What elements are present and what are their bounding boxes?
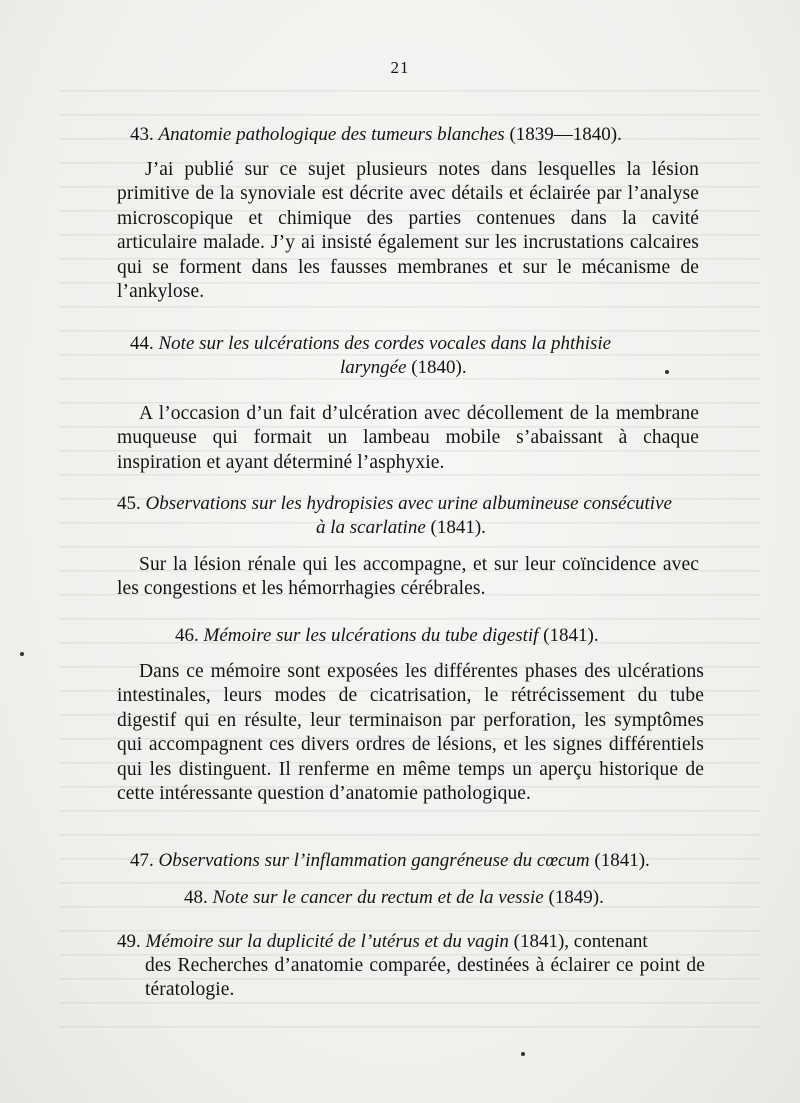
entry-number: 48. — [184, 887, 208, 908]
entry-44-title-line2 — [340, 356, 467, 380]
entry-number: 47. — [130, 850, 154, 871]
entry-49-body: des Recherches d’anatomie comparée, destinées à éclairer ce point de tératologie. — [145, 955, 705, 1001]
entry-title-text: Note sur le cancer du rectum et de la vessie — [212, 887, 544, 908]
entry-title-text: Mémoire sur la duplicité de l’utérus et du vagin — [145, 931, 509, 952]
entry-title-text: laryngée — [340, 357, 407, 378]
entry-number: 45. — [117, 493, 141, 514]
entry-44-title-line1 — [130, 332, 611, 356]
entry-47-title — [130, 849, 650, 873]
entry-49-title — [117, 930, 648, 954]
entry-date: (1849). — [548, 887, 604, 908]
entry-date: (1841). — [430, 517, 486, 538]
entry-title-text: Observations sur l’inflammation gangréneuse du cœcum — [158, 850, 590, 871]
entry-title-text: Anatomie pathologique des tumeurs blanches — [158, 124, 505, 145]
entry-43-title — [130, 123, 622, 147]
entry-number: 43. — [130, 124, 154, 145]
entry-46-body: Dans ce mémoire sont exposées les différentes phases des ulcérations intestinales, leurs modes de cicatrisation, le rétrécissement du tube digestif qui en résulte, leur terminaison par perforation, les symptômes qui accompagnent ces divers ordres de lésions, et les signes différentiels qui les distinguent. Il renferme en même temps un aperçu historique de cette intéressante question d’anatomie pathologique. — [117, 661, 704, 805]
entry-43-body: J’ai publié sur ce sujet plusieurs notes dans lesquelles la lésion primitive de la synoviale est décrite avec détails et éclairée par l’analyse microscopique et chimique des parties contenues dans la cavité articulaire malade. J’y ai insisté également sur les incrustations calcaires qui se forment dans les fausses membranes et sur le mécanisme de l’ankylose. — [117, 159, 699, 303]
entry-45-title-line1 — [117, 492, 672, 516]
ink-speck — [665, 370, 669, 374]
entry-number: 44. — [130, 333, 154, 354]
entry-date: (1840). — [411, 357, 467, 378]
entry-title-text: à la scarlatine — [316, 517, 426, 538]
entry-title-text: Note sur les ulcérations des cordes vocales dans la phthisie — [158, 333, 612, 354]
entry-44-body: A l’occasion d’un fait d’ulcération avec décollement de la membrane muqueuse qui formait un lambeau mobile s’abaissant à chaque inspiration et ayant déterminé l’asphyxie. — [117, 403, 699, 473]
ink-speck — [521, 1052, 525, 1056]
entry-45-title-line2 — [316, 516, 486, 540]
entry-46-title — [175, 624, 599, 648]
entry-number: 46. — [175, 625, 199, 646]
entry-title-text: Observations sur les hydropisies avec urine albumineuse consécutive — [145, 493, 672, 514]
page-number: 21 — [390, 58, 410, 77]
entry-number: 49. — [117, 931, 141, 952]
ink-speck — [20, 652, 24, 656]
entry-date: (1839—1840). — [509, 124, 622, 145]
entry-date: (1841). — [543, 625, 599, 646]
entry-45-body: Sur la lésion rénale qui les accompagne, et sur leur coïncidence avec les congestions et les hémorrhagies cérébrales. — [117, 554, 699, 600]
entry-date: (1841), contenant — [513, 931, 648, 952]
entry-48-title — [184, 886, 604, 910]
entry-title-text: Mémoire sur les ulcérations du tube digestif — [203, 625, 539, 646]
entry-date: (1841). — [594, 850, 650, 871]
